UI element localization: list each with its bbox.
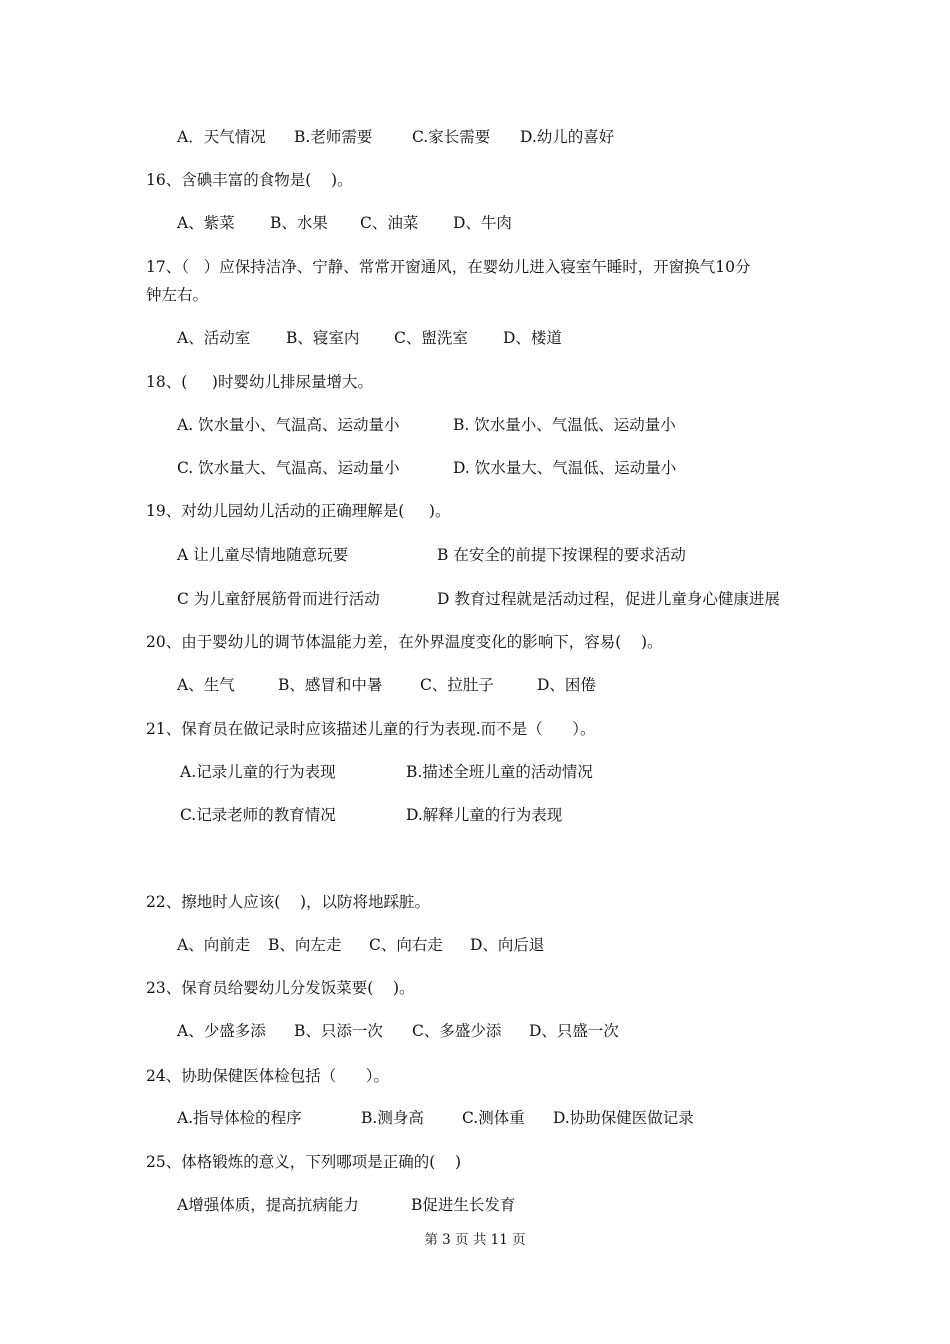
option-a: A. 饮水量小、气温高、运动量小 xyxy=(177,416,400,434)
option-b: B.描述全班儿童的活动情况 xyxy=(406,763,593,781)
option-c: C 为儿童舒展筋骨而进行活动 xyxy=(177,590,380,608)
option-b: B 在安全的前提下按课程的要求活动 xyxy=(437,546,686,564)
q24-stem: 24、协助保健医体检包括（ ）。 xyxy=(146,1067,390,1085)
q17-stem-line2: 钟左右。 xyxy=(146,286,209,304)
option-d: D、向后退 xyxy=(470,936,545,954)
option-b: B.测身高 xyxy=(361,1109,424,1127)
q18-stem: 18、( )时婴幼儿排尿量增大。 xyxy=(146,373,373,391)
option-c: C、油菜 xyxy=(360,214,419,232)
q25-stem: 25、体格锻炼的意义，下列哪项是正确的( ) xyxy=(146,1153,462,1171)
option-d: D、只盛一次 xyxy=(529,1022,619,1040)
option-c: C、拉肚子 xyxy=(420,676,494,694)
option-c: C.家长需要 xyxy=(412,128,491,146)
option-a: A 让儿童尽情地随意玩要 xyxy=(177,546,349,564)
q17-stem-line1: 17、（ ）应保持洁净、宁静、常常开窗通风，在婴幼儿进入寝室午睡时，开窗换气10分 xyxy=(146,258,751,276)
option-a: A、紫菜 xyxy=(177,214,235,232)
q21-options-row2 xyxy=(0,805,563,885)
q21-stem: 21、保育员在做记录时应该描述儿童的行为表现.而不是（ ）。 xyxy=(146,720,596,738)
option-c: C.测体重 xyxy=(462,1109,525,1127)
page-number: 第 3 页 共 11 页 xyxy=(424,1232,526,1248)
option-a: A、少盛多添 xyxy=(177,1022,266,1040)
option-a: A、向前走 xyxy=(177,936,251,954)
option-b: B、只添一次 xyxy=(294,1022,383,1040)
option-c: C.记录老师的教育情况 xyxy=(180,806,336,824)
q20-stem: 20、由于婴幼儿的调节体温能力差，在外界温度变化的影响下，容易( )。 xyxy=(146,633,663,651)
option-c: C、盥洗室 xyxy=(394,329,468,347)
option-d: D.解释儿童的行为表现 xyxy=(406,806,563,824)
option-a: A、活动室 xyxy=(177,329,251,347)
q23-stem: 23、保育员给婴幼儿分发饭菜要( )。 xyxy=(146,979,415,997)
option-a: A.指导体检的程序 xyxy=(177,1109,302,1127)
option-d: D. 饮水量大、气温低、运动量小 xyxy=(453,459,677,477)
option-b: B.老师需要 xyxy=(294,128,373,146)
option-a: A．天气情况 xyxy=(177,128,266,146)
option-d: D、楼道 xyxy=(503,329,562,347)
q19-stem: 19、对幼儿园幼儿活动的正确理解是( )。 xyxy=(146,502,451,520)
option-c: C、向右走 xyxy=(369,936,443,954)
option-d: D 教育过程就是活动过程，促进儿童身心健康进展 xyxy=(437,590,780,608)
option-c: C. 饮水量大、气温高、运动量小 xyxy=(177,459,400,477)
option-d: D.协助保健医做记录 xyxy=(553,1109,694,1127)
option-a: A.记录儿童的行为表现 xyxy=(180,763,336,781)
option-d: D、困倦 xyxy=(537,676,596,694)
option-b: B. 饮水量小、气温低、运动量小 xyxy=(453,416,676,434)
option-d: D、牛肉 xyxy=(453,214,512,232)
q16-stem: 16、含碘丰富的食物是( )。 xyxy=(146,171,353,189)
option-b: B促进生长发育 xyxy=(411,1196,516,1214)
option-b: B、感冒和中暑 xyxy=(278,676,383,694)
option-b: B、水果 xyxy=(270,214,328,232)
option-b: B、寝室内 xyxy=(286,329,360,347)
option-a: A、生气 xyxy=(177,676,235,694)
option-c: C、多盛少添 xyxy=(412,1022,502,1040)
q22-stem: 22、擦地时人应该( )，以防将地踩脏。 xyxy=(146,893,431,911)
option-b: B、向左走 xyxy=(268,936,342,954)
option-d: D.幼儿的喜好 xyxy=(520,128,615,146)
option-a: A增强体质，提高抗病能力 xyxy=(177,1196,359,1214)
